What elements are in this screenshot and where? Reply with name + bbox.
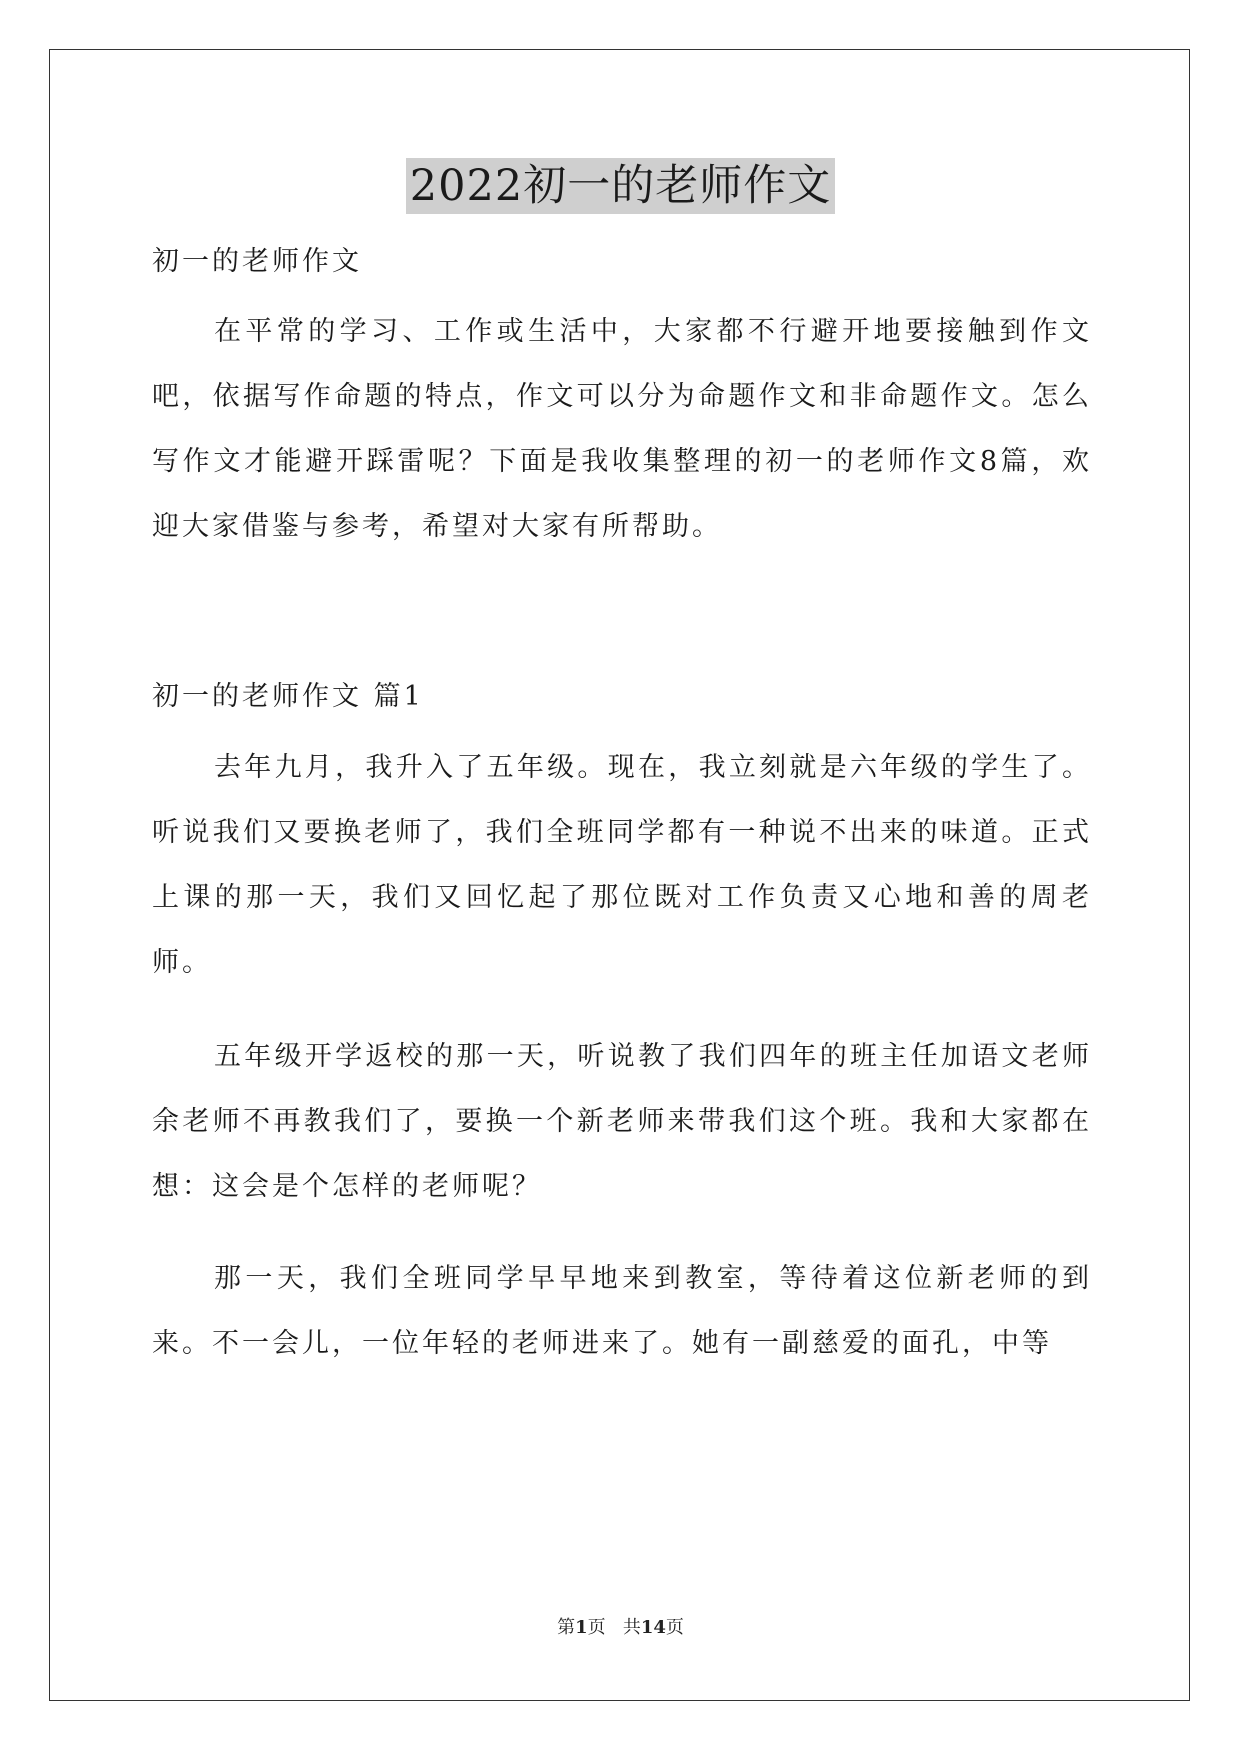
intro-paragraph: 在平常的学习、工作或生活中，大家都不行避开地要接触到作文吧，依据写作命题的特点，作文可以分为命题作文和非命题作文。怎么写作文才能避开踩雷呢？下面是我收集整理的初一的老师作文8篇，欢迎大家借鉴与参考，希望对大家有所帮助。 xyxy=(152,316,1092,542)
document-subtitle: 初一的老师作文 xyxy=(152,246,362,277)
body-paragraph-2: 五年级开学返校的那一天，听说教了我们四年的班主任加语文老师余老师不再教我们了，要换一个新老师来带我们这个班。我和大家都在想：这会是个怎样的老师呢？ xyxy=(152,1041,1092,1202)
footer-total-prefix: 共 xyxy=(622,1617,641,1638)
footer-prefix: 第 xyxy=(557,1617,576,1638)
footer-total-pages: 14 xyxy=(640,1617,666,1638)
body-paragraph-1: 去年九月，我升入了五年级。现在，我立刻就是六年级的学生了。听说我们又要换老师了，我们全班同学都有一种说不出来的味道。正式上课的那一天，我们又回忆起了那位既对工作负责又心地和善的周老师。 xyxy=(152,752,1092,978)
footer-total-suffix: 页 xyxy=(665,1617,684,1638)
footer-page-word: 页 xyxy=(587,1617,606,1638)
body-paragraph-3: 那一天，我们全班同学早早地来到教室，等待着这位新老师的到来。不一会儿，一位年轻的老师进来了。她有一副慈爱的面孔，中等 xyxy=(152,1263,1092,1359)
page-footer xyxy=(0,1616,1241,1640)
section-heading: 初一的老师作文 篇1 xyxy=(152,681,424,712)
document-title: 2022初一的老师作文 xyxy=(406,158,835,214)
document-title-block xyxy=(0,158,1241,214)
footer-current-page: 1 xyxy=(575,1617,588,1638)
